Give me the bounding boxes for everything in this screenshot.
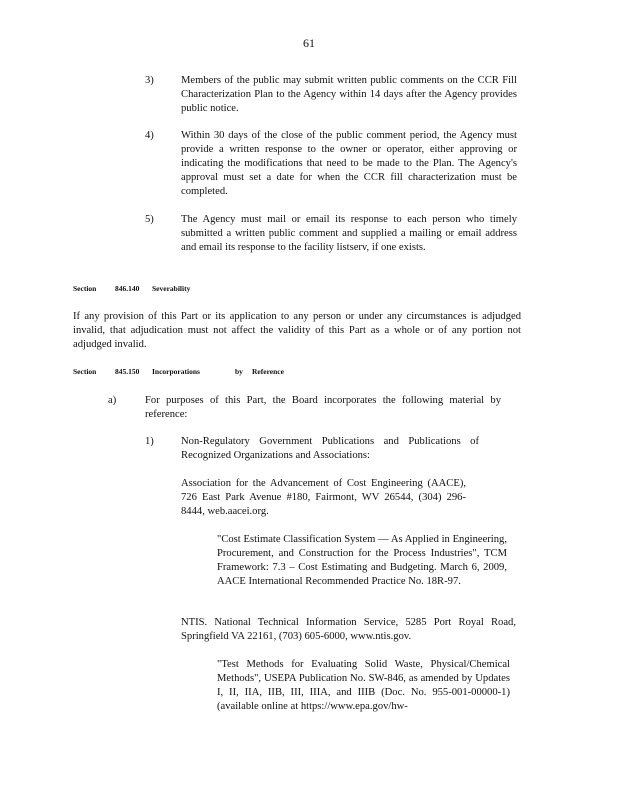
ntis-publication: "Test Methods for Evaluating Solid Waste, Physical/Chemical Methods", USEPA Publication No. SW-846, as amended by Updates I, II, IIA, IIB, III, IIIA, and IIIB (Doc. No. 955-001-00000-1) (available online at https://www.epa.gov/hw- bbox=[217, 659, 510, 712]
subsection-number: a) bbox=[108, 395, 117, 406]
aace-organization: Association for the Advancement of Cost Engineering (AACE), 726 East Park Avenue #180, Fairmont, WV 26544, (304) 296-8444, web.aacei.org. bbox=[181, 478, 466, 517]
section-title-part: by bbox=[235, 367, 243, 376]
subsection-text: For purposes of this Part, the Board incorporates the following material by reference: bbox=[145, 395, 501, 420]
subsection-text: Non-Regulatory Government Publications and Publications of Recognized Organizations and Associations: bbox=[181, 436, 479, 461]
section-label: Section bbox=[73, 284, 97, 293]
section-number: 846.140 bbox=[115, 284, 140, 293]
list-item-text: Members of the public may submit written public comments on the CCR Fill Characterization Plan to the Agency within 14 days after the Agency provides public notice. bbox=[181, 75, 517, 114]
list-item-text: Within 30 days of the close of the public comment period, the Agency must provide a written response to the owner or operator, either approving or indicating the modifications that need to be made to the Plan. The Agency's approval must set a date for when the CCR fill characterization must be completed. bbox=[181, 130, 517, 197]
severability-paragraph: If any provision of this Part or its application to any person or under any circumstances is adjudged invalid, that adjudication must not affect the validity of this Part as a whole or of any portion not adjudged invalid. bbox=[73, 311, 521, 350]
section-title: Severability bbox=[152, 284, 191, 293]
section-title-part: Incorporations bbox=[152, 367, 200, 376]
section-title-part: Reference bbox=[252, 367, 284, 376]
ntis-organization: NTIS. National Technical Information Service, 5285 Port Royal Road, Springfield VA 22161, (703) 605-6000, www.ntis.gov. bbox=[181, 617, 516, 642]
page-number: 61 bbox=[303, 36, 315, 50]
section-label: Section bbox=[73, 367, 97, 376]
aace-publication: "Cost Estimate Classification System — As Applied in Engineering, Procurement, and Construction for the Process Industries", TCM Framework: 7.3 – Cost Estimating and Budgeting. March 6, 2009, AACE International Recommended Practice No. 18R-97. bbox=[217, 534, 507, 587]
section-number: 845.150 bbox=[115, 367, 140, 376]
list-item-number: 3) bbox=[145, 75, 154, 86]
list-item-number: 5) bbox=[145, 214, 154, 225]
list-item-text: The Agency must mail or email its response to each person who timely submitted a written public comment and supplied a mailing or email address and email its response to the facility listserv, if one exists. bbox=[181, 214, 517, 253]
subsection-number: 1) bbox=[145, 436, 154, 447]
list-item-number: 4) bbox=[145, 130, 154, 141]
